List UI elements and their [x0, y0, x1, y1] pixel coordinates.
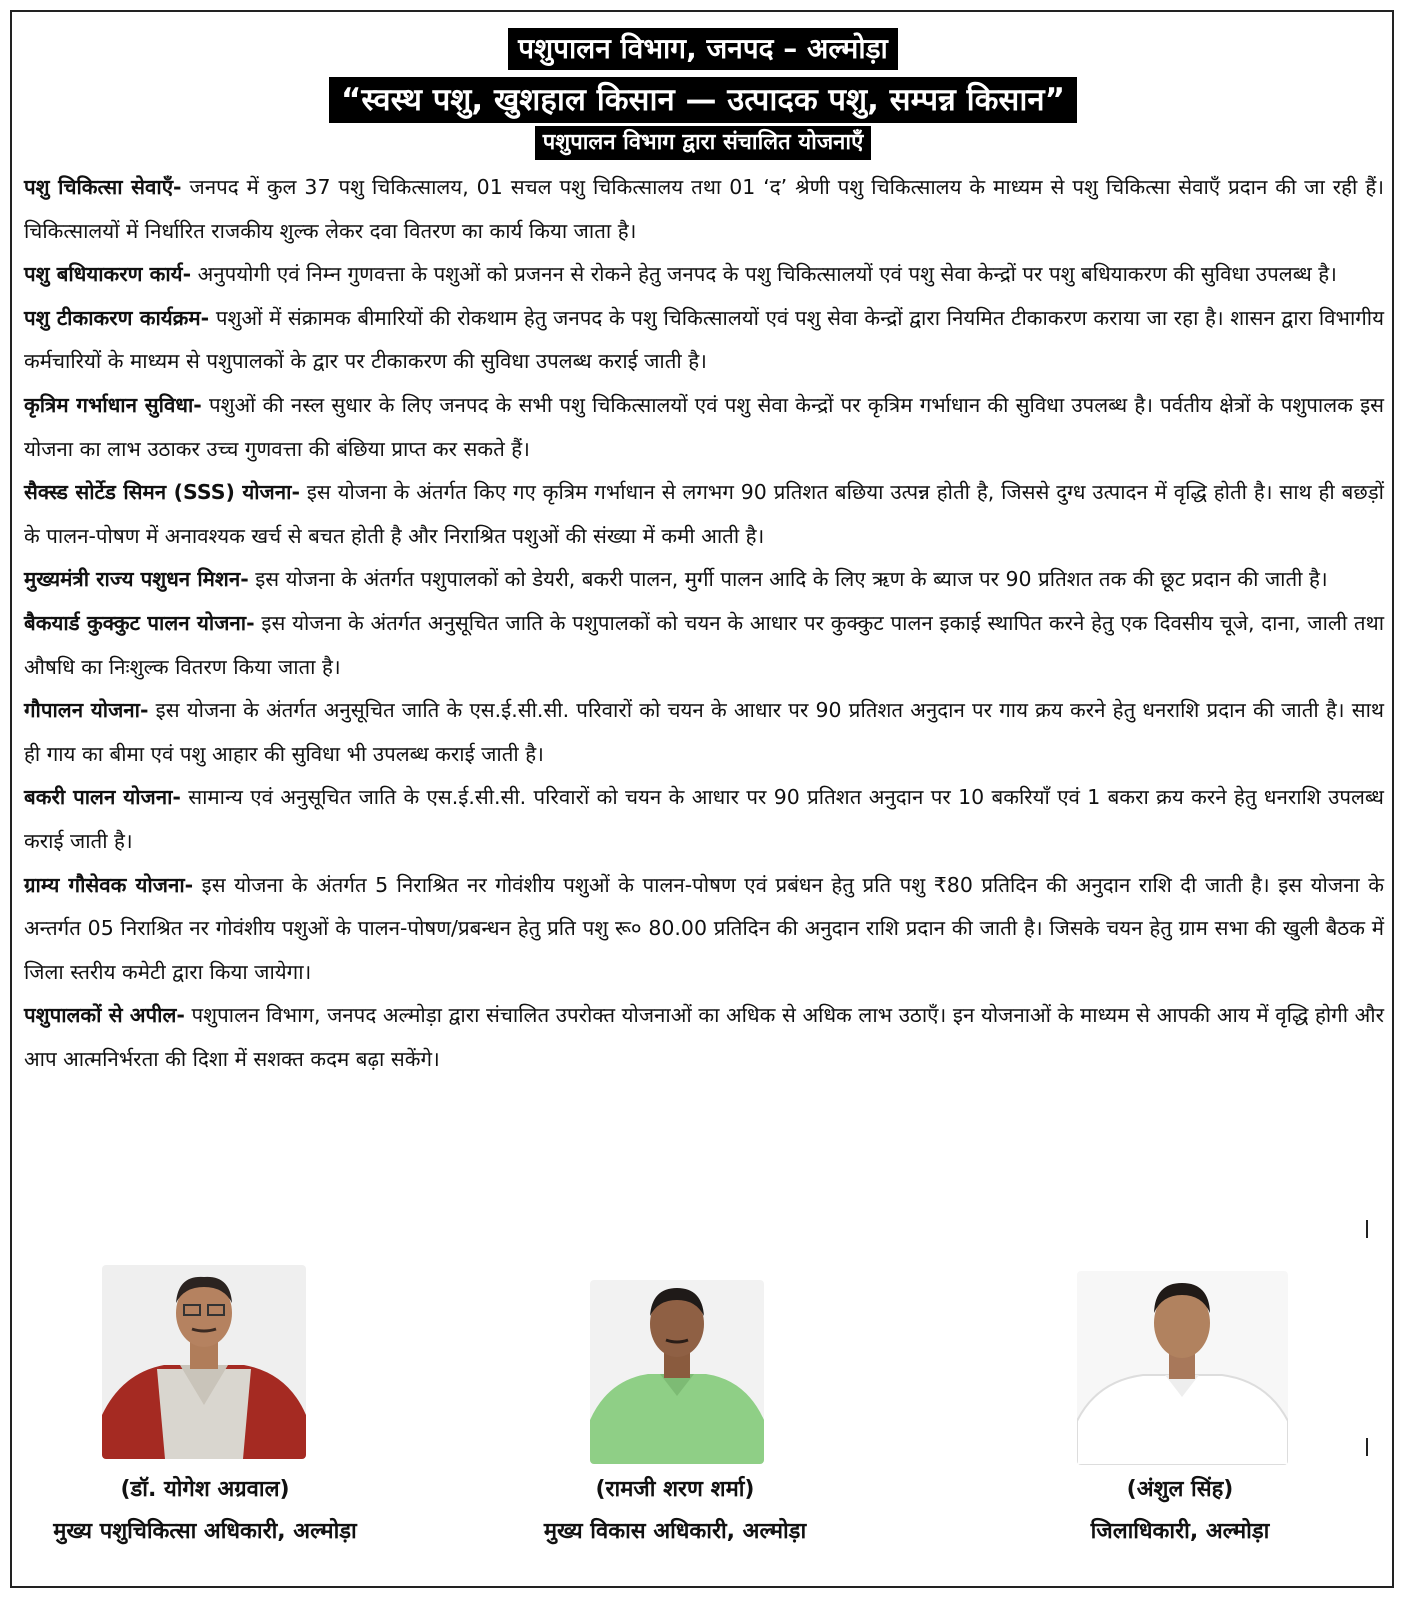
- scheme-text: अनुपयोगी एवं निम्न गुणवत्ता के पशुओं को प्रजनन से रोकने हेतु जनपद के पशु चिकित्सालयों एवं पशु सेवा केन्द्रों पर पशु बधियाकरण की सुविधा उपलब्ध है।: [191, 262, 1337, 287]
- scheme-paragraph: [24, 776, 1384, 863]
- scheme-text: इस योजना के अंतर्गत किए गए कृत्रिम गर्भाधान से लगभग 90 प्रतिशत बछिया उत्पन्न होती है, जिससे दुग्ध उत्पादन में वृद्धि होती है। साथ ही बछड़ों के पालन-पोषण में अनावश्यक खर्च से बचत होती है और निराश्रित पशुओं की संख्या में कमी आती है।: [24, 480, 1384, 548]
- scheme-text: पशुओं में संक्रामक बीमारियों की रोकथाम हेतु जनपद के पशु चिकित्सालयों एवं पशु सेवा केन्द्रों द्वारा नियमित टीकाकरण कराया जा रहा है। शासन द्वारा विभागीय कर्मचारियों के माध्यम से पशुपालकों के द्वार पर टीकाकरण की सुविधा उपलब्ध कराई जाती है।: [24, 305, 1384, 374]
- schemes-subtitle: पशुपालन विभाग द्वारा संचालित योजनाएँ: [535, 126, 872, 160]
- scheme-text: पशुपालन विभाग, जनपद अल्मोड़ा द्वारा संचालित उपरोक्त योजनाओं का अधिक से अधिक लाभ उठाएँ। इन योजनाओं के माध्यम से आपकी आय में वृद्धि होगी और आप आत्मनिर्भरता की दिशा में सशक्त कदम बढ़ा सकेंगे।: [24, 1003, 1384, 1071]
- scheme-title: ग्राम्य गौसेवक योजना-: [24, 872, 194, 897]
- official-photo-cdo: [590, 1280, 764, 1464]
- scheme-text: इस योजना के अंतर्गत पशुपालकों को डेयरी, बकरी पालन, मुर्गी पालन आदि के लिए ऋण के ब्याज पर 90 प्रतिशत तक की छूट प्रदान की जाती है।: [248, 567, 1328, 592]
- scheme-title: गौपालन योजना-: [24, 698, 149, 723]
- scheme-title: मुख्यमंत्री राज्य पशुधन मिशन-: [24, 567, 249, 592]
- border-tick: [1366, 1438, 1368, 1456]
- schemes-list: [24, 166, 1384, 1081]
- scheme-title: पशु चिकित्सा सेवाएँ-: [24, 175, 182, 199]
- scheme-paragraph: [24, 471, 1384, 558]
- scheme-text: इस योजना के अंतर्गत अनुसूचित जाति के एस.ई.सी.सी. परिवारों को चयन के आधार पर 90 प्रतिशत अनुदान पर गाय क्रय करने हेतु धनराशि प्रदान की जाती है। साथ ही गाय का बीमा एवं पशु आहार की सुविधा भी उपलब्ध कराई जाती है।: [24, 698, 1385, 766]
- official-name: (अंशुल सिंह): [1126, 1477, 1234, 1502]
- scheme-title: पशुपालकों से अपील-: [24, 1003, 185, 1028]
- scheme-title: कृत्रिम गर्भाधान सुविधा-: [24, 392, 202, 417]
- scheme-title: पशु टीकाकरण कार्यक्रम-: [24, 305, 210, 330]
- scheme-paragraph: [24, 602, 1384, 689]
- scheme-title: पशु बधियाकरण कार्य-: [24, 262, 192, 287]
- scheme-paragraph: [24, 166, 1384, 253]
- scheme-paragraph: [24, 384, 1384, 471]
- department-header: [0, 28, 1406, 70]
- scheme-paragraph: [24, 864, 1384, 995]
- subtitle-header: [0, 126, 1406, 160]
- scheme-title: बैकयार्ड कुक्कुट पालन योजना-: [24, 610, 255, 635]
- official-photo-cvo: [102, 1265, 306, 1459]
- scheme-text: इस योजना के अंतर्गत अनुसूचित जाति के पशुपालकों को चयन के आधार पर कुक्कुट पालन इकाई स्थापित करने हेतु एक दिवसीय चूजे, दाना, जाली तथा औषधि का निःशुल्क वितरण किया जाता है।: [24, 610, 1385, 679]
- scheme-paragraph: [24, 558, 1384, 602]
- border-tick: [1366, 1220, 1368, 1238]
- official-photo-dm: [1077, 1271, 1288, 1465]
- official-name: (रामजी शरण शर्मा): [595, 1477, 755, 1502]
- scheme-title: बकरी पालन योजना-: [24, 785, 181, 810]
- scheme-paragraph: [24, 297, 1384, 384]
- scheme-paragraph: [24, 994, 1384, 1081]
- scheme-text: जनपद में कुल 37 पशु चिकित्सालय, 01 सचल पशु चिकित्सालय तथा 01 ‘द’ श्रेणी पशु चिकित्सालय के माध्यम से पशु चिकित्सा सेवाएँ प्रदान की जा रही हैं। चिकित्सालयों में निर्धारित राजकीय शुल्क लेकर दवा वितरण का कार्य किया जाता है।: [24, 175, 1384, 243]
- official-designation: जिलाधिकारी, अल्मोड़ा: [1090, 1519, 1270, 1544]
- official-designation: मुख्य पशुचिकित्सा अधिकारी, अल्मोड़ा: [53, 1519, 357, 1544]
- scheme-title: सैक्स्ड सोर्टेड सिमन (SSS) योजना-: [24, 480, 300, 505]
- scheme-paragraph: [24, 253, 1384, 297]
- slogan-header: [0, 77, 1406, 123]
- scheme-text: पशुओं की नस्ल सुधार के लिए जनपद के सभी पशु चिकित्सालयों एवं पशु सेवा केन्द्रों पर कृत्रिम गर्भाधान की सुविधा उपलब्ध है। पर्वतीय क्षेत्रों के पशुपालक इस योजना का लाभ उठाकर उच्च गुणवत्ता की बंछिया प्राप्त कर सकते हैं।: [24, 392, 1384, 461]
- scheme-text: इस योजना के अंतर्गत 5 निराश्रित नर गोवंशीय पशुओं के पालन-पोषण एवं प्रबंधन हेतु प्रति पशु ₹80 प्रतिदिन की अनुदान राशि दी जाती है। इस योजना के अन्तर्गत 05 निराश्रित नर गोवंशीय पशुओं के पालन-पोषण/प्रबन्धन हेतु प्रति पशु रू० 80.00 प्रतिदिन की अनुदान राशि प्रदान की जाती है। जिसके चयन हेतु ग्राम सभा की खुली बैठक में जिला स्तरीय कमेटी द्वारा किया जायेगा।: [24, 872, 1384, 984]
- department-title: पशुपालन विभाग, जनपद – अल्मोड़ा: [508, 28, 898, 70]
- scheme-paragraph: [24, 689, 1384, 776]
- scheme-text: सामान्य एवं अनुसूचित जाति के एस.ई.सी.सी. परिवारों को चयन के आधार पर 90 प्रतिशत अनुदान पर 10 बकरियाँ एवं 1 बकरा क्रय करने हेतु धनराशि उपलब्ध कराई जाती है।: [24, 785, 1384, 853]
- official-name: (डॉ. योगेश अग्रवाल): [120, 1477, 290, 1502]
- slogan: “स्वस्थ पशु, खुशहाल किसान — उत्पादक पशु, सम्पन्न किसान”: [329, 77, 1077, 123]
- official-designation: मुख्य विकास अधिकारी, अल्मोड़ा: [543, 1519, 807, 1544]
